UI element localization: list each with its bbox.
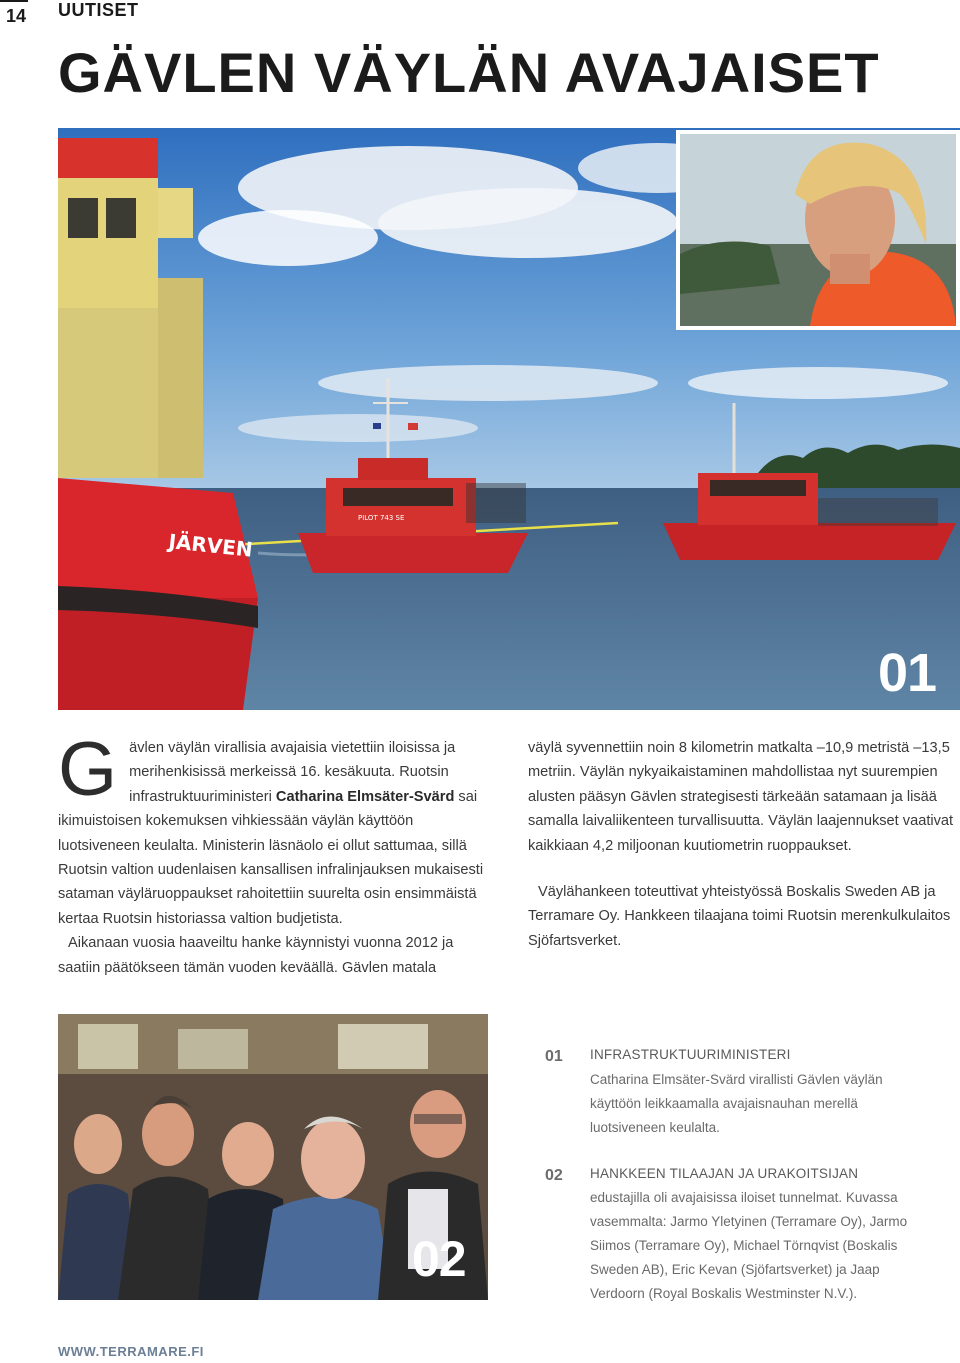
article-column-left (58, 727, 488, 980)
section-label: UUTISET (58, 0, 139, 20)
article-paragraph-2-continued: väylä syvennettiin noin 8 kilometrin matkalta –10,9 metristä –13,5 metriin. Väylän nykyaikaistaminen mahdollistaa nyt suurempien alusten pääsyn Gävlen strategisesti tärkeään satamaan ja lisää samalla laivaliikenteen turvallisuutta. Väylän laajennukset vaativat kaikkiaan 4,2 miljoonan kuutiometrin ruoppaukset. (528, 740, 954, 854)
article-paragraph-1 (58, 727, 488, 931)
caption-01-text: Catharina Elmsäter-Svärd virallisti Gävlen väylän käyttöön leikkaamalla avajaisnauhan merellä luotsiveneen keulalta. (590, 1072, 883, 1135)
article-column-right (528, 736, 958, 953)
article-p1-part-a: ävlen väylän virallisia avajaisia vietettiin iloisissa ja merihenkisissä merkeissä 16. kesäkuuta. Ruotsin infrastruktuuriministeri (129, 740, 456, 805)
inset-portrait (676, 130, 960, 330)
group-photo (58, 1014, 488, 1300)
caption-01-number: 01 (545, 1048, 563, 1065)
article-paragraph-3: Väylähankeen toteuttivat yhteistyössä Boskalis Sweden AB ja Terramare Oy. Hankkeen tilaajana toimi Ruotsin merenkulkulaitos Sjöfartsverket. (528, 884, 951, 949)
photo-badge-02: 02 (412, 1231, 466, 1287)
caption-02-text: edustajilla oli avajaisissa iloiset tunnelmat. Kuvassa vasemmalta: Jarmo Yletyinen (Terramare Oy), Jarmo Siimos (Terramare Oy), Michael Törnqvist (Boskalis Sweden AB), Eric Kevan (Sjöfartsverket) ja Jaap Verdoorn (Royal Boskalis Westminster N.V.). (590, 1190, 908, 1301)
caption-02-number: 02 (545, 1167, 563, 1184)
boat-name: JÄRVEN (167, 529, 254, 562)
page-title: GÄVLEN VÄYLÄN AVAJAISET (58, 41, 880, 104)
page-number-rule (0, 0, 28, 2)
footer-url[interactable]: WWW.TERRAMARE.FI (58, 1344, 204, 1359)
page-number: 14 (6, 6, 27, 26)
article-p1-part-b: sai ikimuistoisen kokemuksen vihkiessään väylän käyttöön luotsiveneen keulalta. Ministerin läsnäolo ei ollut sattumaa, sillä Ruotsin valtion uudenlaisen kansallisen infralinjauksen mukaisesti sataman väyläruoppaukset rahoitettiin suurelta osin ensimmäistä kertaa Ruotsin historiassa valtion budjetista. (58, 788, 484, 927)
photo-badge-01: 01 (878, 643, 937, 703)
minister-name: Catharina Elmsäter-Svärd (275, 788, 455, 805)
caption-01-title: INFRASTRUKTUURIMINISTERI (590, 1047, 791, 1062)
article-paragraph-2: Aikanaan vuosia haaveiltu hanke käynnistyi vuonna 2012 ja saatiin päätökseen tämän vuoden keväällä. Gävlen matala (58, 935, 454, 976)
pilot-boat-label: PILOT 743 SE (358, 514, 405, 522)
dropcap: G (58, 727, 118, 812)
caption-02-title: HANKKEEN TILAAJAN JA URAKOITSIJAN (590, 1166, 859, 1181)
